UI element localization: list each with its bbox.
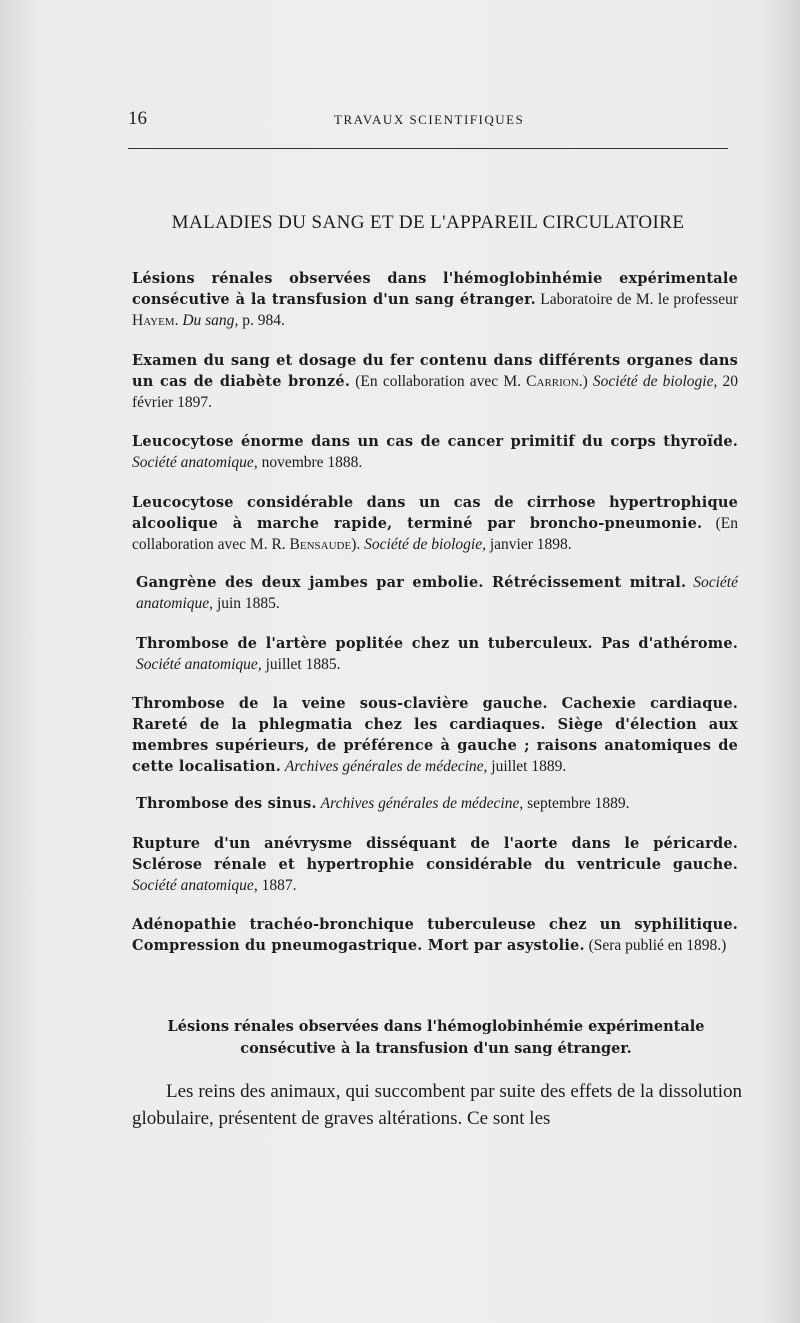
- section-title: MALADIES DU SANG ET DE L'APPAREIL CIRCULATOIRE: [171, 212, 685, 233]
- entry-note: juillet 1885.: [261, 656, 341, 673]
- page-number: 16: [128, 108, 147, 129]
- entry-title: Adénopathie trachéo-bronchique tuberculeuse chez un syphilitique. Compression du pneumogastrique. Mort par asystolie.: [132, 916, 738, 954]
- entry-note: janvier 1898.: [485, 536, 572, 553]
- bibliography-entry: [136, 793, 738, 814]
- entry-source: Société anatomique: [132, 454, 254, 471]
- entry-title: Gangrène des deux jambes par embolie. Rétrécissement mitral.: [136, 574, 687, 591]
- article-heading-line: consécutive à la transfusion d'un sang étranger.: [240, 1040, 632, 1057]
- entry-title: Sclérose rénale et hypertrophie considérable du ventricule gauche.: [132, 856, 738, 873]
- entry-source: Société anatomique: [132, 877, 254, 894]
- article-heading-line: Lésions rénales observées dans l'hémoglobinhémie expérimentale: [167, 1018, 705, 1035]
- entry-note: (Sera publié en 1898.): [584, 937, 727, 954]
- entry-source: Archives générales de médecine,: [284, 758, 488, 775]
- bibliography-entry: [132, 914, 738, 956]
- entry-note: .): [578, 373, 593, 390]
- entry-source: Société de biologie,: [364, 536, 486, 553]
- entry-note: , 20 février 1897.: [132, 373, 739, 411]
- bibliography-entry: [132, 693, 738, 777]
- entry-note: (En collaboration avec M.: [350, 373, 527, 390]
- entry-note: (En collaboration avec M. R.: [132, 515, 738, 553]
- entry-note: , septembre 1889.: [519, 795, 630, 812]
- entry-author: Hayem: [132, 312, 175, 329]
- bibliography-entry: [132, 268, 738, 331]
- entry-title: Rupture d'un anévrysme disséquant de l'aorte dans le péricarde.: [132, 835, 738, 852]
- entry-title: Thrombose de l'artère poplitée chez un tuberculeux. Pas d'athérome.: [136, 635, 738, 652]
- entry-title: Thrombose des sinus.: [136, 795, 317, 812]
- entry-note: juillet 1889.: [487, 758, 567, 775]
- body-paragraph: Les reins des animaux, qui succombent par suite des effets de la dissolution globulaire, présentent de graves altérations. Ce sont les: [132, 1081, 742, 1129]
- entry-source: Société anatomique,: [136, 656, 262, 673]
- bibliography-entry: [132, 350, 738, 413]
- entry-title: Leucocytose énorme dans un cas de cancer primitif du corps thyroïde.: [132, 433, 738, 450]
- entry-note: juin 1885.: [213, 595, 280, 612]
- entry-author: Bensaude: [289, 536, 352, 553]
- entry-note: , novembre 1888.: [253, 454, 363, 471]
- header-rule: [128, 148, 728, 149]
- entry-source: Société de biologie: [592, 373, 714, 390]
- entry-author: Carrion: [526, 373, 579, 390]
- entry-note: ).: [351, 536, 365, 553]
- bibliography-entry: [132, 492, 738, 555]
- entry-title: Leucocytose considérable dans un cas de cirrhose hypertrophique alcoolique à marche rapide, terminé par broncho-pneumonie.: [132, 494, 738, 532]
- entry-note: Laboratoire de M. le professeur: [535, 291, 738, 308]
- entry-source: Du sang: [182, 312, 235, 329]
- bibliography-entry: [132, 833, 738, 896]
- bibliography-entry: [136, 572, 738, 614]
- entry-note: , p. 984.: [234, 312, 285, 329]
- article-heading: [132, 1016, 740, 1060]
- entry-title: Lésions rénales observées dans l'hémoglobinhémie expérimentale consécutive à la transfusion d'un sang étranger.: [132, 270, 738, 308]
- entry-title: Rareté de la phlegmatia chez les cardiaques. Siège d'élection aux membres supérieurs, de préférence à gauche ; raisons anatomiques de cette localisation.: [132, 716, 738, 775]
- entry-source: Archives générales de médecine: [320, 795, 520, 812]
- entry-title: Thrombose de la veine sous-clavière gauche. Cachexie cardiaque.: [132, 695, 738, 712]
- bibliography-entry: [132, 431, 738, 473]
- entry-note: , 1887.: [253, 877, 297, 894]
- bibliography-entry: [136, 633, 738, 675]
- entry-note: .: [174, 312, 183, 329]
- entry-title: Examen du sang et dosage du fer contenu dans différents organes dans un cas de diabète bronzé.: [132, 352, 738, 390]
- page-header: [128, 108, 728, 132]
- running-head: TRAVAUX SCIENTIFIQUES: [334, 112, 525, 127]
- entry-source: Société anatomique,: [136, 574, 738, 612]
